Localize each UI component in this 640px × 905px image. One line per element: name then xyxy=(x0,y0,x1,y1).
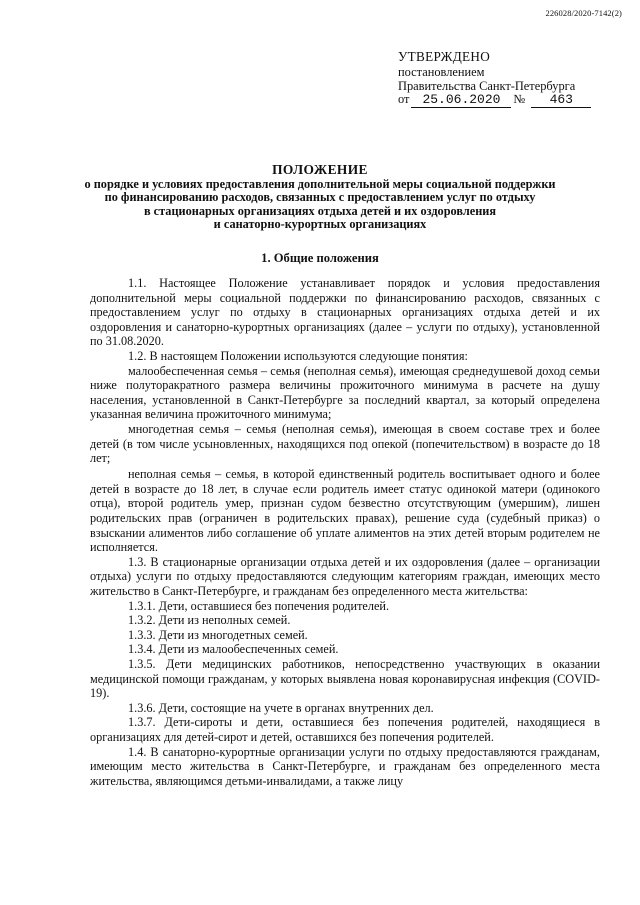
paragraph: 1.2. В настоящем Положении используются следующие понятия: xyxy=(128,348,468,363)
document-number: 226028/2020-7142(2) xyxy=(545,8,622,18)
from-label: от xyxy=(398,92,410,107)
approval-number: 463 xyxy=(531,93,591,107)
paragraph: 1.3.2. Дети из неполных семей. xyxy=(128,613,291,628)
subtitle-line: по финансированию расходов, связанных с предоставлением услуг по отдыху xyxy=(104,190,536,205)
approval-date-row xyxy=(398,93,618,107)
paragraph: малообеспеченная семья – семья (неполная семья), имеющая среднедушевой доход семьи ниже полуторакратного размера величины прожиточного минимума в расчете на душу населения, установленной в Санкт-Петербурге за последний квартал, за который определена указанная величина прожиточного минимума; xyxy=(90,363,600,422)
paragraph: 1.3.5. Дети медицинских работников, непосредственно участвующих в оказании медицинской помощи гражданам, у которых выявлена новая коронавирусная инфекция (COVID-19). xyxy=(90,656,600,701)
paragraph: 1.3.1. Дети, оставшиеся без попечения родителей. xyxy=(128,598,390,613)
document-heading xyxy=(60,163,580,231)
paragraph: 1.3. В стационарные организации отдыха детей и их оздоровления (далее – организации отдыха) услуги по отдыху предоставляются следующим категориям граждан, имеющих место жительство в Санкт-Петербурге, и гражданам без определенного места жительства: xyxy=(90,554,600,598)
paragraph: многодетная семья – семья (неполная семья), имеющая в своем составе трех и более детей (в том числе усыновленных, находящихся под опекой (попечительством) в возрасте до 18 лет; xyxy=(90,421,600,466)
document-title: ПОЛОЖЕНИЕ xyxy=(272,162,368,177)
approval-block xyxy=(398,50,618,108)
subtitle-line: в стационарных организациях отдыха детей и их оздоровления xyxy=(143,203,497,218)
paragraph: 1.4. В санаторно-курортные организации услуги по отдыху предоставляются гражданам, имеющим место жительства в Санкт-Петербурге, и гражданам без определенного места жительства, являющимся детьми-инвалидами, а также лицу xyxy=(90,744,600,788)
approval-title: УТВЕРЖДЕНО xyxy=(398,49,491,64)
document-body xyxy=(90,276,600,788)
paragraph: 1.3.6. Дети, состоящие на учете в органах внутренних дел. xyxy=(128,700,434,715)
section-title: 1. Общие положения xyxy=(261,251,379,265)
paragraph: 1.3.7. Дети-сироты и дети, оставшиеся без попечения родителей, находящиеся в организациях для детей-сирот и детей, оставшихся без попечения родителей. xyxy=(90,715,600,744)
number-label: № xyxy=(513,92,526,107)
paragraph: 1.1. Настоящее Положение устанавливает порядок и условия предоставления дополнительной меры социальной поддержки по финансированию расходов, связанных с предоставлением услуг по отдыху в стационарных организациях отдыха детей и их оздоровления и санаторно-курортных организациях (далее – услуги по отдыху), установленной по 31.08.2020. xyxy=(90,276,600,349)
approval-date: 25.06.2020 xyxy=(411,93,511,107)
approval-line-2: Правительства Санкт-Петербурга xyxy=(398,78,576,93)
paragraph: неполная семья – семья, в которой единственный родитель воспитывает одного и более детей в возрасте до 18 лет, в случае если родитель имеет статус одинокой матери (одинокого отца), второй родитель умер, признан судом безвестно отсутствующим (умершим), лишен родительских прав (ограничен в родительских правах), решение суда (судебный приказ) о взыскании алиментов либо соглашение об уплате алиментов на этих детей вторым родителем не исполняется. xyxy=(90,467,600,555)
approval-line-1: постановлением xyxy=(398,65,485,80)
subtitle-line: и санаторно-курортных организациях xyxy=(213,216,427,231)
paragraph: 1.3.4. Дети из малообеспеченных семей. xyxy=(128,642,339,657)
paragraph: 1.3.3. Дети из многодетных семей. xyxy=(128,627,308,642)
subtitle-line: о порядке и условиях предоставления дополнительной меры социальной поддержки xyxy=(84,177,556,192)
